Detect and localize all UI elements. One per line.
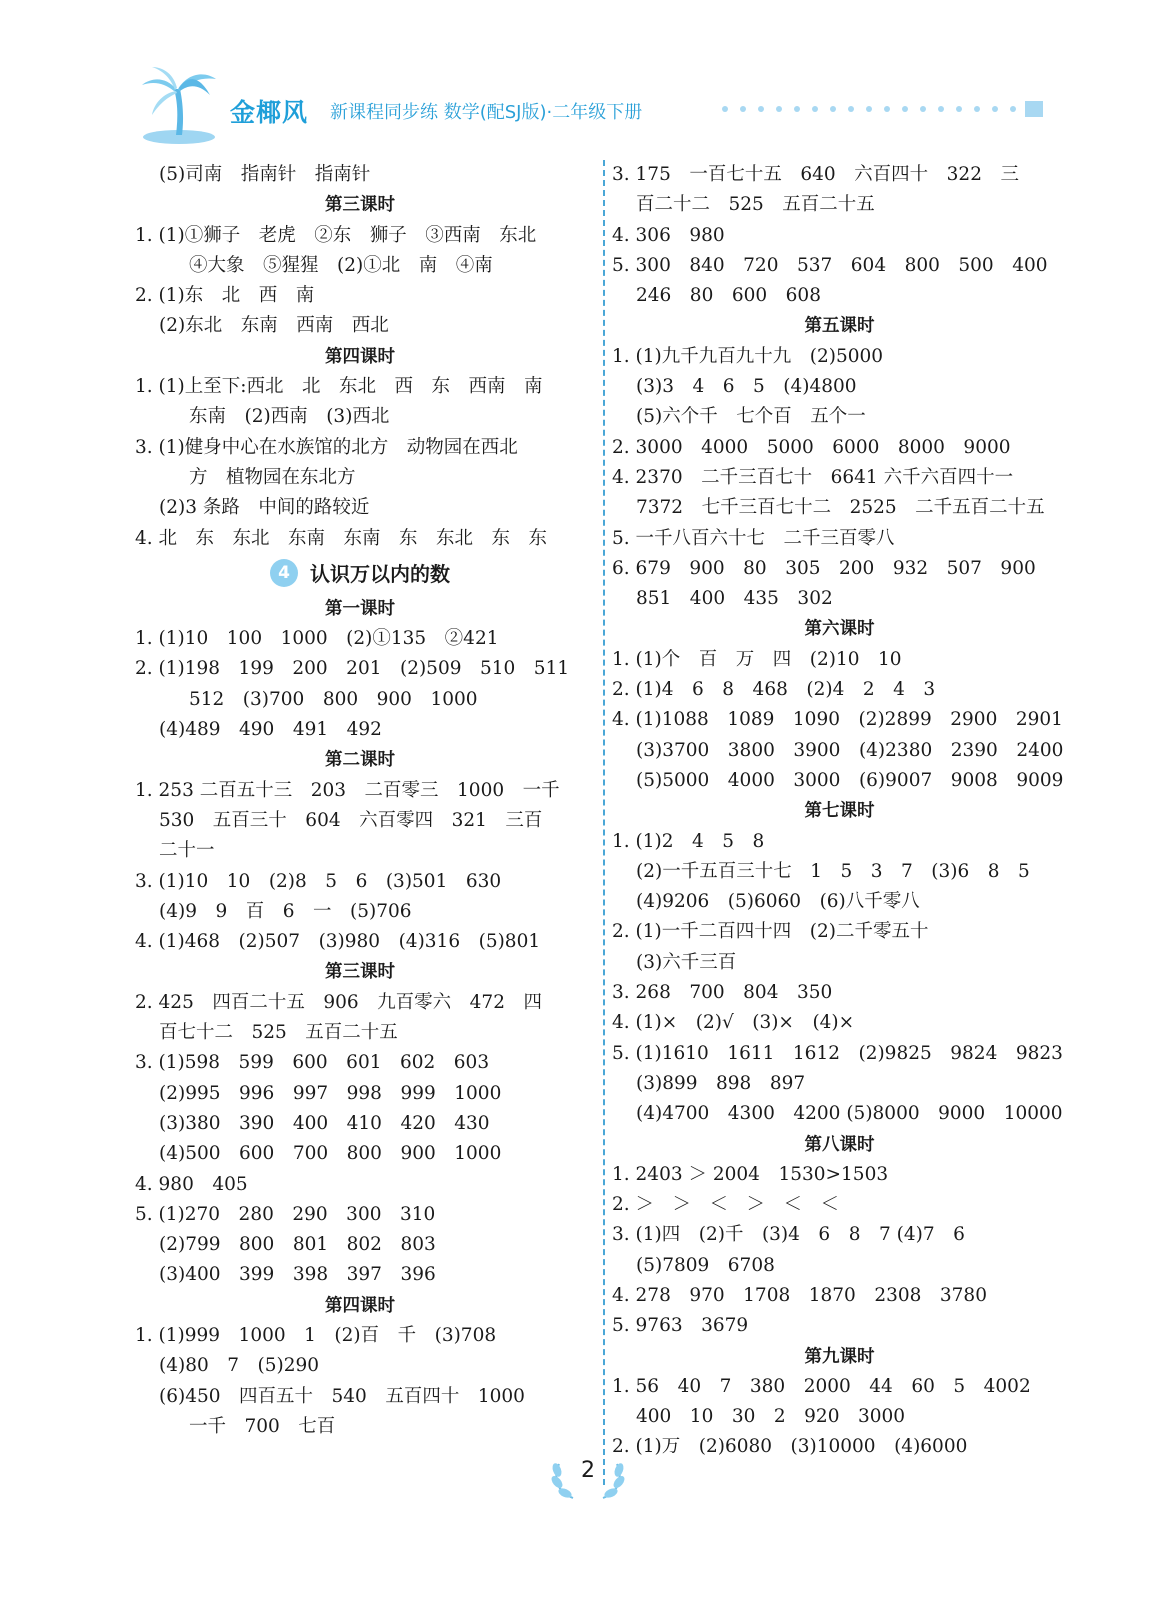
section-heading: 第四课时 (325, 1295, 395, 1316)
section-heading: 第五课时 (804, 316, 875, 337)
answer-line: 4. 980 405 (135, 1173, 248, 1195)
answer-line: 5. 300 840 720 537 604 800 500 400 (612, 254, 1048, 276)
answer-line: 400 10 30 2 920 3000 (636, 1406, 906, 1428)
answer-line: (4)9206 (5)6060 (6)八千零八 (636, 891, 920, 913)
answer-line: 2. 3000 4000 5000 6000 8000 9000 (612, 436, 1011, 458)
answer-line: (2)799 800 801 802 803 (159, 1234, 436, 1256)
answer-line: (6)450 四百五十 540 五百四十 1000 (159, 1385, 525, 1407)
answer-line: (5)7809 6708 (636, 1254, 775, 1276)
answer-line: (3)380 390 400 410 420 430 (159, 1112, 490, 1134)
answer-line: (4)9 9 百 6 一 (5)706 (159, 900, 412, 922)
column-divider (603, 160, 605, 1485)
answer-line: (4)500 600 700 800 900 1000 (159, 1143, 502, 1165)
answer-line: ④大象 ⑤猩猩 (2)①北 南 ④南 (189, 254, 493, 276)
answer-line: 2. (1)一千二百四十四 (2)二千零五十 (612, 921, 929, 943)
answer-line: 1. (1)个 百 万 四 (2)10 10 (612, 648, 902, 670)
answer-line: 1. 253 二百五十三 203 二百零三 1000 一千 (135, 779, 560, 801)
answer-line: 1. (1)①狮子 老虎 ②东 狮子 ③西南 东北 (135, 224, 537, 246)
answer-line: 512 (3)700 800 900 1000 (189, 688, 478, 710)
answer-line: 1. (1)九千九百九十九 (2)5000 (612, 345, 884, 367)
answer-line: (4)80 7 (5)290 (159, 1355, 320, 1377)
answer-line: (5)5000 4000 3000 (6)9007 9008 9009 (636, 769, 1064, 791)
answer-line: 4. (1)× (2)√ (3)× (4)× (612, 1012, 855, 1034)
answer-line: (5)六个千 七个百 五个一 (636, 406, 866, 428)
page-footer (543, 1448, 633, 1508)
answer-line: 530 五百三十 604 六百零四 321 三百 (159, 809, 543, 831)
page-header (0, 55, 1174, 150)
answer-line: 5. (1)270 280 290 300 310 (135, 1203, 436, 1225)
section-heading: 第三课时 (325, 195, 395, 216)
answer-line: 7372 七千三百七十二 2525 二千五百二十五 (636, 497, 1045, 519)
answer-line: 4. 2370 二千三百七十 6641 六千六百四十一 (612, 466, 1014, 488)
answer-line: (3)3700 3800 3900 (4)2380 2390 2400 (636, 739, 1064, 761)
answer-line: 4. (1)1088 1089 1090 (2)2899 2900 2901 (612, 709, 1063, 731)
section-heading: 第八课时 (804, 1134, 875, 1155)
answer-line: 1. (1)2 4 5 8 (612, 830, 765, 852)
answer-line: 2. 425 四百二十五 906 九百零六 472 四 (135, 991, 542, 1013)
page-number: 2 (581, 1458, 595, 1483)
left-column (135, 160, 585, 1442)
answer-line: 1. 56 40 7 380 2000 44 60 5 4002 (612, 1375, 1031, 1397)
answer-line: 3. (1)598 599 600 601 602 603 (135, 1052, 490, 1074)
answer-line: 1. (1)10 100 1000 (2)①135 ②421 (135, 628, 499, 650)
answer-line: 3. (1)10 10 (2)8 5 6 (3)501 630 (135, 870, 502, 892)
answer-line: 5. 一千八百六十七 二千三百零八 (612, 527, 895, 549)
book-subtitle: 新课程同步练 数学(配SJ版)·二年级下册 (330, 102, 643, 123)
answer-line: 4. (1)468 (2)507 (3)980 (4)316 (5)801 (135, 931, 541, 953)
answer-line: (3)3 4 6 5 (4)4800 (636, 376, 857, 398)
answer-line: 2. (1)198 199 200 201 (2)509 510 511 (135, 658, 570, 680)
answer-line: 4. 278 970 1708 1870 2308 3780 (612, 1284, 987, 1306)
answer-line: 1. 2403 ＞ 2004 1530>1503 (612, 1163, 889, 1185)
answer-line: 2. (1)4 6 8 468 (2)4 2 4 3 (612, 679, 936, 701)
answer-line: 5. 9763 3679 (612, 1315, 749, 1337)
answer-line: (2)995 996 997 998 999 1000 (159, 1082, 502, 1104)
answer-line: (2)3 条路 中间的路较近 (159, 497, 370, 519)
answer-line: 5. (1)1610 1611 1612 (2)9825 9824 9823 (612, 1042, 1063, 1064)
answer-line: 二十一 (159, 840, 215, 862)
answer-line: (2)一千五百三十七 1 5 3 7 (3)6 8 5 (636, 860, 1030, 882)
answer-line: 2. ＞ ＞ ＜ ＞ ＜ ＜ (612, 1194, 840, 1216)
answer-line: 1. (1)999 1000 1 (2)百 千 (3)708 (135, 1324, 497, 1346)
answer-line: 3. (1)健身中心在水族馆的北方 动物园在西北 (135, 436, 518, 458)
section-heading: 第九课时 (804, 1346, 875, 1367)
answer-line: (2)东北 东南 西南 西北 (159, 315, 389, 337)
chapter-heading (135, 554, 585, 594)
answer-line: 3. 268 700 804 350 (612, 982, 833, 1004)
section-heading: 第二课时 (325, 750, 395, 771)
answer-line: 百七十二 525 五百二十五 (159, 1022, 398, 1044)
answer-line: (4)489 490 491 492 (159, 719, 382, 741)
answer-line: 2. (1)万 (2)6080 (3)10000 (4)6000 (612, 1436, 968, 1458)
answer-line: 851 400 435 302 (636, 588, 833, 610)
answer-line: (3)899 898 897 (636, 1072, 806, 1094)
section-heading: 第六课时 (804, 619, 875, 640)
answer-line: 4. 北 东 东北 东南 东南 东 东北 东 东 (135, 527, 548, 549)
answer-line: 2. (1)东 北 西 南 (135, 285, 315, 307)
answer-line: 6. 679 900 80 305 200 932 507 900 (612, 557, 1036, 579)
answer-line: (4)4700 4300 4200 (5)8000 9000 10000 (636, 1103, 1063, 1125)
palm-tree-logo-icon (138, 63, 220, 145)
answer-line: 东南 (2)西南 (3)西北 (189, 406, 390, 428)
answer-line: (5)司南 指南针 指南针 (159, 164, 371, 185)
answer-line: 1. (1)上至下:西北 北 东北 西 东 西南 南 (135, 376, 543, 398)
chapter-number-badge: 4 (270, 559, 298, 587)
section-heading: 第一课时 (325, 598, 395, 619)
right-column (612, 160, 1067, 1463)
header-dots-decoration (720, 101, 1045, 117)
answer-line: (3)400 399 398 397 396 (159, 1264, 436, 1286)
answer-line: 4. 306 980 (612, 224, 725, 246)
answer-line: 一千 700 七百 (189, 1415, 336, 1437)
section-heading: 第七课时 (804, 801, 875, 822)
answer-line: 3. (1)四 (2)千 (3)4 6 8 7 (4)7 6 (612, 1224, 965, 1246)
chapter-title: 认识万以内的数 (310, 561, 450, 586)
answer-line: 方 植物园在东北方 (189, 466, 356, 488)
answer-line: 3. 175 一百七十五 640 六百四十 322 三 (612, 164, 1019, 185)
answer-line: 百二十二 525 五百二十五 (636, 194, 875, 216)
section-heading: 第四课时 (325, 346, 395, 367)
section-heading: 第三课时 (325, 962, 395, 983)
answer-line: 246 80 600 608 (636, 285, 821, 307)
answer-line: (3)六千三百 (636, 951, 737, 973)
brand-name: 金椰风 (230, 98, 309, 127)
